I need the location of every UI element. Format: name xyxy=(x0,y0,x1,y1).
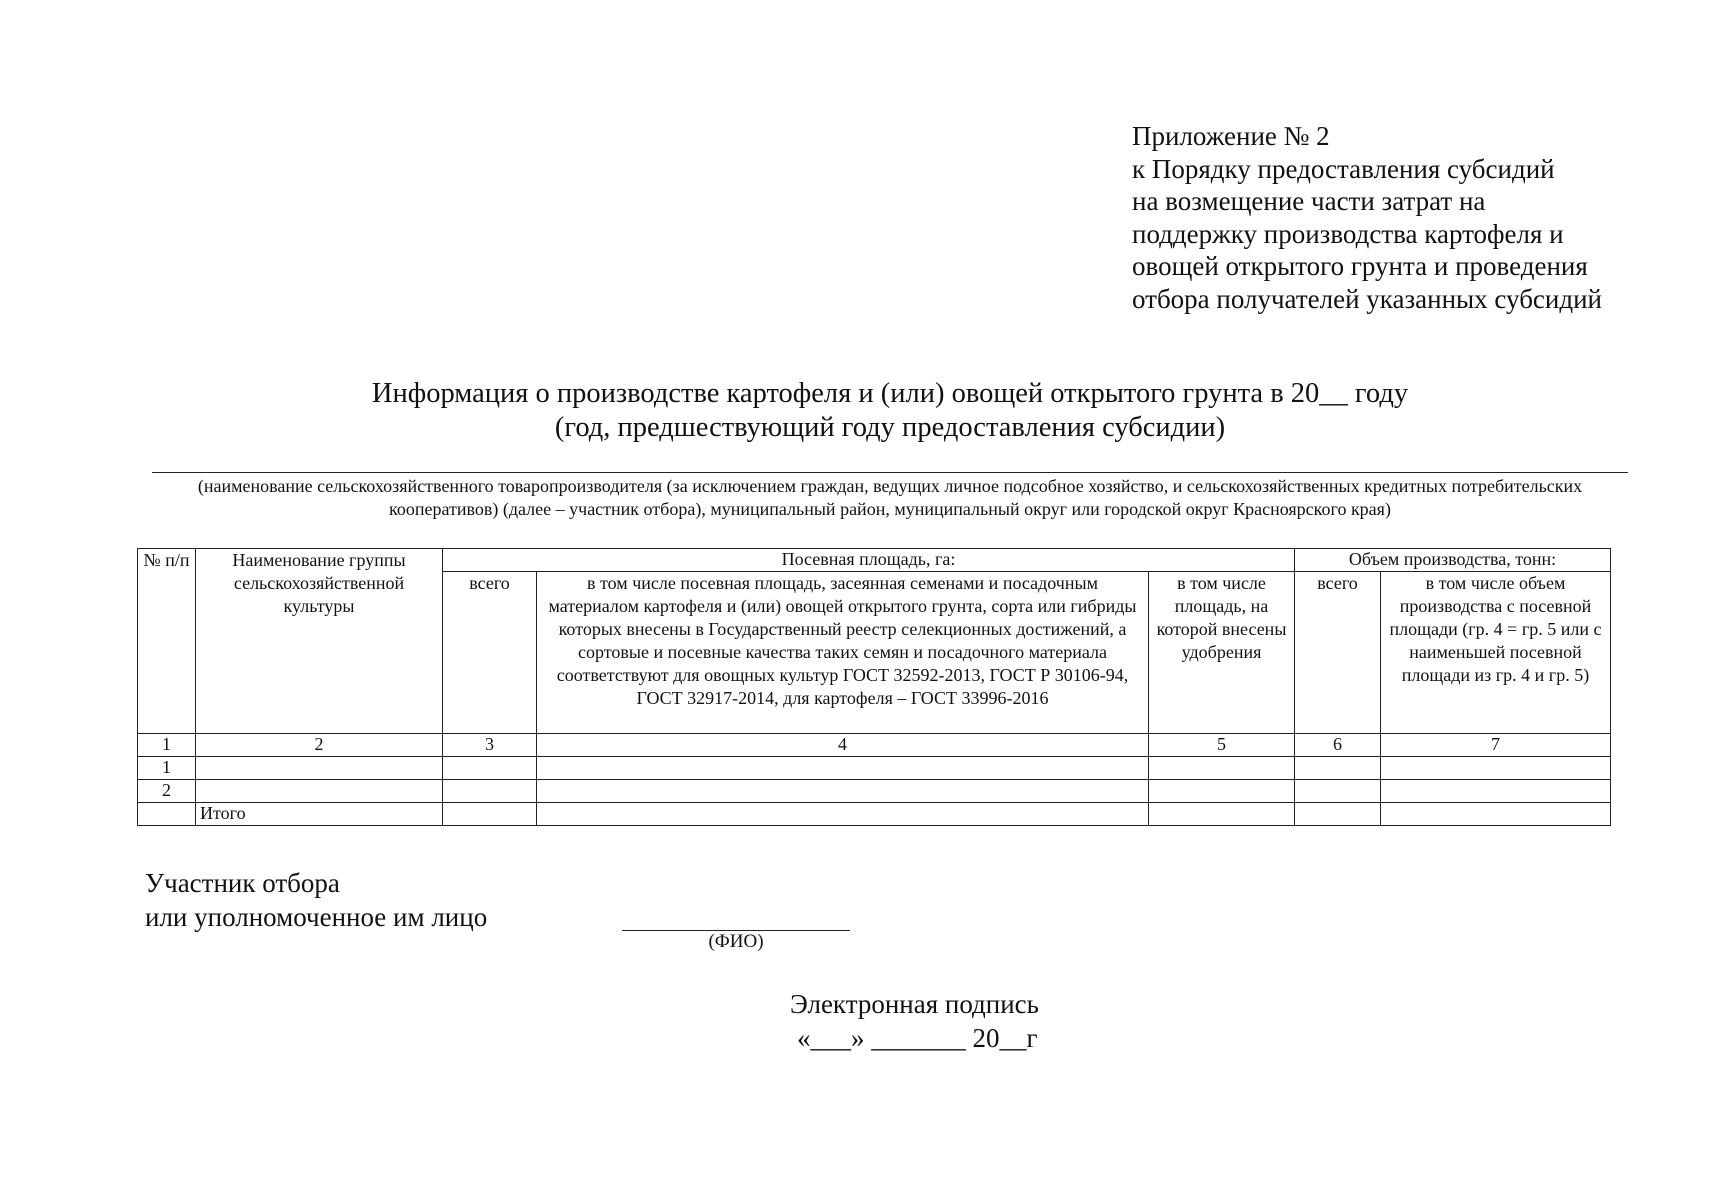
header-area-fertilized: в том числе площадь, на которой внесены удобрения xyxy=(1149,572,1295,734)
table-cell[interactable] xyxy=(1295,780,1381,803)
signer-block xyxy=(145,866,487,934)
header-volume-part: в том числе объем производства с посевной площади (гр. 4 = гр. 5 или с наименьшей посевной площади из гр. 4 и гр. 5) xyxy=(1381,572,1611,734)
column-number-row xyxy=(138,734,1611,757)
col-number: 7 xyxy=(1381,734,1611,757)
table-cell[interactable] xyxy=(1381,780,1611,803)
header-production-volume: Объем производства, тонн: xyxy=(1295,549,1611,572)
header-row-1 xyxy=(138,549,1611,572)
title-line-1: Информация о производстве картофеля и (или) овощей открытого грунта в 20__ году xyxy=(371,378,1409,409)
table-cell[interactable] xyxy=(1381,803,1611,826)
signer-line-2: или уполномоченное им лицо xyxy=(145,902,488,932)
date-line: «___» _______ 20__г xyxy=(797,1023,1038,1053)
table-cell[interactable] xyxy=(196,780,443,803)
header-area-certified: в том числе посевная площадь, засеянная семенами и посадочным материалом картофеля и (или) овощей открытого грунта, сорта или гибриды которых внесены в Государственный реестр селекционных достижений, а сортовые и посевные качества таких семян и посадочного материала соответствуют для овощных культур ГОСТ 32592-2013, ГОСТ Р 30106-94, ГОСТ 32917-2014, для картофеля – ГОСТ 33996-2016 xyxy=(537,572,1149,734)
electronic-signature-label: Электронная подпись xyxy=(790,989,1039,1019)
header-area-total: всего xyxy=(443,572,537,734)
document-title xyxy=(300,377,1480,445)
total-label: Итого xyxy=(196,803,443,826)
header-sown-area: Посевная площадь, га: xyxy=(443,549,1295,572)
table-cell[interactable] xyxy=(443,803,537,826)
table-cell[interactable] xyxy=(1149,780,1295,803)
table-cell[interactable] xyxy=(196,757,443,780)
table-cell[interactable] xyxy=(537,803,1149,826)
annex-line: поддержку производства картофеля и xyxy=(1132,218,1564,249)
production-table xyxy=(137,548,1611,826)
header-num: № п/п xyxy=(138,549,196,734)
col-number: 6 xyxy=(1295,734,1381,757)
table-cell[interactable] xyxy=(1149,757,1295,780)
producer-caption: (наименование сельскохозяйственного товаропроизводителя (за исключением граждан, ведущих личное подсобное хозяйство, и сельскохозяйственных кредитных потребительских кооперативов) (далее – участник отбора), муниципальный район, муниципальный округ или городской округ Красноярского края) xyxy=(197,476,1583,519)
table-cell xyxy=(138,803,196,826)
table-cell[interactable] xyxy=(537,757,1149,780)
header-crop-group: Наименование группы сельскохозяйственной культуры xyxy=(196,549,443,734)
annex-line: Приложение № 2 xyxy=(1132,121,1330,151)
producer-name-line xyxy=(152,472,1628,473)
col-number: 1 xyxy=(138,734,196,757)
title-line-2: (год, предшествующий году предоставления субсидии) xyxy=(554,412,1226,443)
table-cell[interactable] xyxy=(537,780,1149,803)
col-number: 5 xyxy=(1149,734,1295,757)
fio-caption: (ФИО) xyxy=(708,931,764,952)
table-row xyxy=(138,780,1611,803)
table-cell[interactable] xyxy=(443,780,537,803)
annex-line: к Порядку предоставления субсидий xyxy=(1132,153,1555,184)
row-number: 2 xyxy=(138,780,196,803)
annex-line: овощей открытого грунта и проведения xyxy=(1132,251,1588,281)
table-cell[interactable] xyxy=(1295,757,1381,780)
table-row xyxy=(138,757,1611,780)
col-number: 4 xyxy=(537,734,1149,757)
annex-line: отбора получателей указанных субсидий xyxy=(1132,283,1602,314)
header-volume-total: всего xyxy=(1295,572,1381,734)
table-cell[interactable] xyxy=(1149,803,1295,826)
signer-line-1: Участник отбора xyxy=(145,868,340,898)
col-number: 3 xyxy=(443,734,537,757)
annex-line: на возмещение части затрат на xyxy=(1132,186,1486,216)
table-cell[interactable] xyxy=(1295,803,1381,826)
table-cell[interactable] xyxy=(443,757,537,780)
col-number: 2 xyxy=(196,734,443,757)
table-cell[interactable] xyxy=(1381,757,1611,780)
total-row xyxy=(138,803,1611,826)
row-number: 1 xyxy=(138,757,196,780)
annex-block xyxy=(1132,120,1602,315)
